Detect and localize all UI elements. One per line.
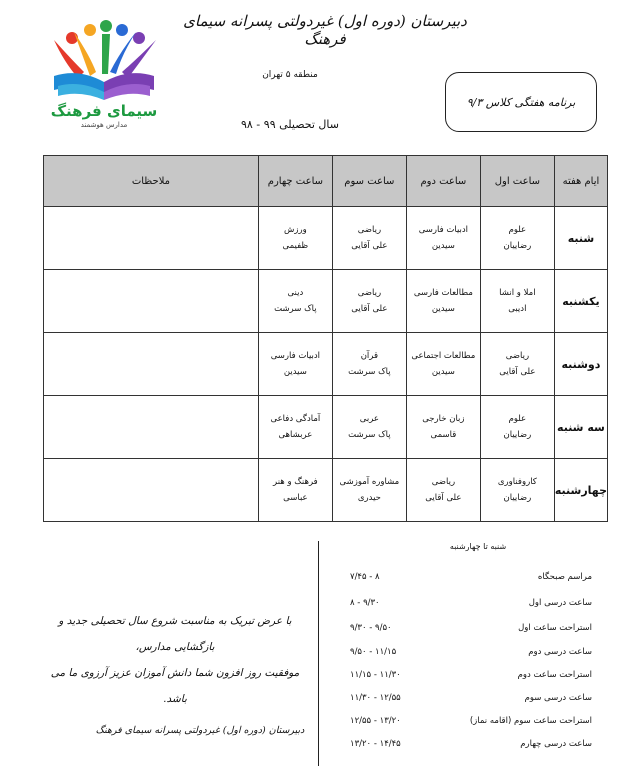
- table-row: [44, 270, 608, 333]
- subject: املا و انشا: [499, 288, 536, 298]
- teacher: ادیبی: [508, 304, 527, 314]
- teacher: قاسمی: [430, 430, 457, 440]
- teacher: پاک سرشت: [274, 304, 317, 314]
- section-divider: [318, 541, 319, 766]
- teacher: عباسی: [283, 493, 308, 503]
- notes-cell: [44, 207, 259, 270]
- school-title: دبیرستان (دوره اول) غیردولتی پسرانه سیمای فرهنگ: [183, 12, 467, 48]
- bell-time: ۱۱/۱۵ - ۹/۵۰: [350, 647, 397, 657]
- bell-row: [330, 598, 592, 620]
- teacher: علی آقایی: [425, 493, 462, 503]
- subject: دینی: [287, 288, 304, 298]
- lesson-cell: [406, 396, 480, 459]
- lesson-cell: [480, 207, 554, 270]
- day-cell: سه شنبه: [554, 396, 607, 459]
- school-logo: [44, 20, 164, 130]
- subject: ریاضی: [431, 477, 456, 487]
- header-period-3: ساعت سوم: [332, 156, 406, 207]
- bell-time: ۱۱/۳۰ - ۱۱/۱۵: [350, 670, 401, 680]
- lesson-cell: [480, 270, 554, 333]
- bell-label: استراحت ساعت اول: [518, 623, 592, 633]
- header-period-2: ساعت دوم: [406, 156, 480, 207]
- bell-time: ۸ - ۷/۴۵: [350, 572, 380, 582]
- timetable-header-row: [44, 156, 608, 207]
- bell-label: استراحت ساعت دوم: [517, 670, 592, 680]
- teacher: رضاییان: [503, 241, 532, 251]
- subject: ادبیات فارسی: [270, 351, 321, 361]
- lesson-cell: [332, 396, 406, 459]
- subject: ریاضی: [357, 225, 382, 235]
- day-cell: یکشنبه: [554, 270, 607, 333]
- lesson-cell: [480, 396, 554, 459]
- teacher: حیدری: [357, 493, 381, 503]
- subject: مطالعات اجتماعی: [411, 351, 476, 361]
- lesson-cell: [332, 333, 406, 396]
- signature: [90, 723, 310, 739]
- bell-row: [330, 716, 592, 738]
- bell-row: [330, 739, 592, 761]
- teacher: سیدین: [431, 304, 455, 314]
- bell-schedule-title: شنبه تا چهارشنبه: [449, 542, 507, 551]
- header-notes: ملاحظات: [44, 156, 259, 207]
- subject: آمادگی دفاعی: [270, 414, 321, 424]
- teacher: رضاییان: [503, 430, 532, 440]
- district-label: منطقه ۵ تهران: [262, 70, 318, 80]
- header-period-1: ساعت اول: [480, 156, 554, 207]
- lesson-cell: [406, 459, 480, 522]
- lesson-cell: [258, 207, 332, 270]
- lesson-cell: [332, 459, 406, 522]
- notes-cell: [44, 459, 259, 522]
- bell-label: مراسم صبحگاه: [537, 572, 592, 582]
- bell-time: ۹/۵۰ - ۹/۳۰: [350, 623, 392, 633]
- lesson-cell: [406, 270, 480, 333]
- subject: علوم: [508, 225, 527, 235]
- bell-label: ساعت درسی دوم: [528, 647, 592, 657]
- greeting-message: [40, 608, 310, 712]
- lesson-cell: [258, 270, 332, 333]
- subject: فرهنگ و هنر: [273, 477, 318, 487]
- bell-row: [330, 670, 592, 692]
- signature-line: دبیرستان (دوره اول) غیردولتی پسرانه سیمای فرهنگ: [95, 725, 305, 736]
- day-cell: شنبه: [554, 207, 607, 270]
- teacher: پاک سرشت: [348, 367, 391, 377]
- subject: علوم: [508, 414, 527, 424]
- program-title-box: [445, 72, 597, 132]
- subject: ریاضی: [505, 351, 530, 361]
- lesson-cell: [480, 459, 554, 522]
- notes-cell: [44, 333, 259, 396]
- bell-label: ساعت درسی اول: [528, 598, 592, 608]
- bell-row: [330, 572, 592, 594]
- subject: ادبیات فارسی: [418, 225, 469, 235]
- bell-time: ۹/۳۰ - ۸: [350, 598, 380, 608]
- table-row: [44, 333, 608, 396]
- teacher: علی آقایی: [351, 241, 388, 251]
- teacher: پاک سرشت: [348, 430, 391, 440]
- notes-cell: [44, 270, 259, 333]
- subject: مطالعات فارسی: [413, 288, 473, 298]
- teacher: رضاییان: [503, 493, 532, 503]
- lesson-cell: [332, 270, 406, 333]
- subject: قرآن: [360, 351, 379, 361]
- greeting-line-1: با عرض تبریک به مناسبت شروع سال تحصیلی جدید و بازگشایی مدارس،: [58, 615, 292, 653]
- teacher: سیدین: [283, 367, 307, 377]
- bell-time: ۱۴/۴۵ - ۱۳/۲۰: [350, 739, 401, 749]
- subject: ریاضی: [357, 288, 382, 298]
- subject: ورزش: [284, 225, 307, 235]
- teacher: ظفیمی: [282, 241, 309, 251]
- bell-row: [330, 623, 592, 645]
- lesson-cell: [258, 333, 332, 396]
- day-cell: چهارشنبه: [554, 459, 607, 522]
- logo-name: سیمای فرهنگ: [50, 102, 158, 120]
- bell-row: [330, 647, 592, 669]
- lesson-cell: [332, 207, 406, 270]
- program-title: برنامه هفتگی کلاس ۹/۳: [466, 95, 576, 109]
- lesson-cell: [480, 333, 554, 396]
- table-row: [44, 207, 608, 270]
- bell-time: ۱۳/۲۰ - ۱۲/۵۵: [350, 716, 401, 726]
- teacher: علی آقایی: [499, 367, 536, 377]
- teacher: علی آقایی: [351, 304, 388, 314]
- bell-label: ساعت درسی سوم: [524, 693, 592, 703]
- subject: کاروفناوری: [497, 477, 537, 487]
- logo-subtitle: مدارس هوشمند: [80, 121, 128, 129]
- teacher: سیدین: [431, 367, 455, 377]
- bell-label: ساعت درسی چهارم: [520, 739, 592, 749]
- bell-time: ۱۲/۵۵ - ۱۱/۳۰: [350, 693, 401, 703]
- lesson-cell: [258, 396, 332, 459]
- lesson-cell: [258, 459, 332, 522]
- bell-label: استراحت ساعت سوم (اقامه نماز): [469, 716, 592, 726]
- subject: عربی: [359, 414, 379, 424]
- teacher: عربشاهی: [278, 430, 313, 440]
- header-period-4: ساعت چهارم: [258, 156, 332, 207]
- teacher: سیدین: [431, 241, 455, 251]
- table-row: [44, 396, 608, 459]
- notes-cell: [44, 396, 259, 459]
- subject: زبان خارجی: [422, 414, 465, 424]
- subject: مشاوره آموزشی: [339, 477, 400, 487]
- greeting-line-2: موفقیت روز افزون شما دانش آموزان عزیز آرزوی ما می باشد.: [50, 667, 300, 705]
- lesson-cell: [406, 207, 480, 270]
- table-row: [44, 459, 608, 522]
- day-cell: دوشنبه: [554, 333, 607, 396]
- academic-year: سال تحصیلی ۹۹ - ۹۸: [240, 118, 339, 131]
- header-weekday: ایام هفته: [554, 156, 607, 207]
- lesson-cell: [406, 333, 480, 396]
- weekly-timetable: [43, 155, 608, 522]
- bell-row: [330, 693, 592, 715]
